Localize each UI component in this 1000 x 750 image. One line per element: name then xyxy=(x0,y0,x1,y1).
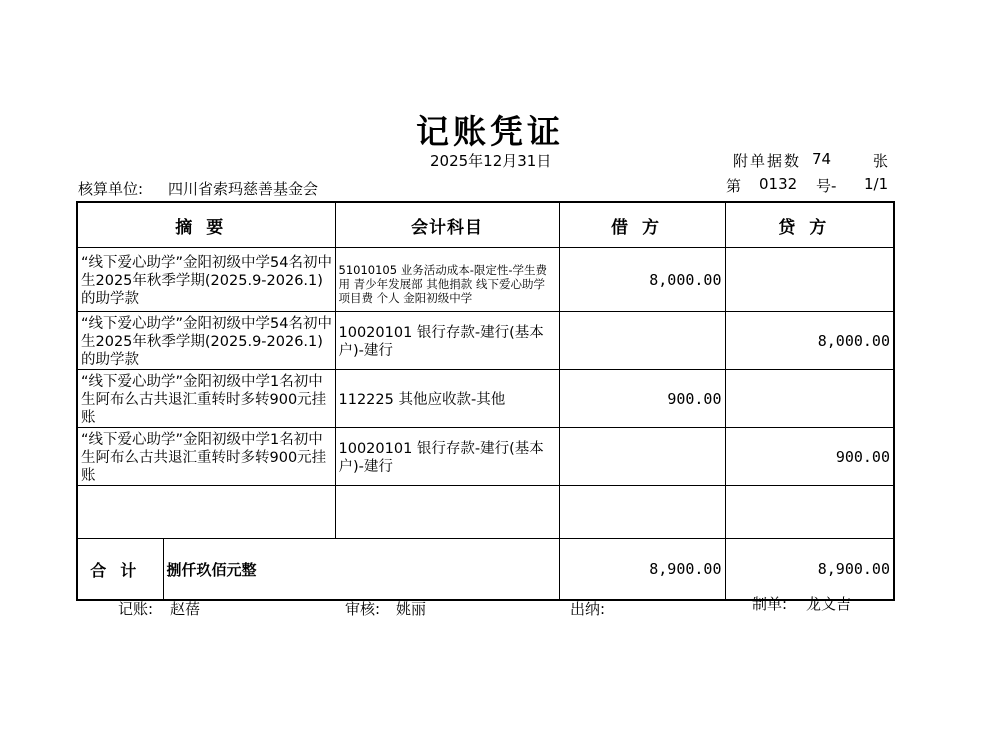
row-summary: “线下爱心助学”金阳初级中学54名初中生2025年秋季学期(2025.9-2026.1)的助学款 xyxy=(77,248,335,312)
row-debit xyxy=(559,312,725,370)
total-row xyxy=(77,539,894,601)
accounting-unit-label: 核算单位: xyxy=(78,180,144,198)
bookkeeper-label: 记账: xyxy=(118,600,154,618)
row-account: 51010105 业务活动成本-限定性-学生费用 青少年发展部 其他捐款 线下爱心助学 项目费 个人 金阳初级中学 xyxy=(335,248,559,312)
total-credit: 8,900.00 xyxy=(725,539,894,601)
table-row xyxy=(77,370,894,428)
row-debit xyxy=(559,428,725,486)
maker-label: 制单: xyxy=(752,595,788,613)
voucher-date: 2025年12月31日 xyxy=(430,152,552,170)
bookkeeper-name: 赵蓓 xyxy=(170,600,201,618)
total-amount-in-words: 捌仟玖佰元整 xyxy=(163,539,559,601)
reviewer-label: 审核: xyxy=(345,600,381,618)
header-summary: 摘要 xyxy=(77,202,335,248)
header-credit: 贷方 xyxy=(725,202,894,248)
voucher-table xyxy=(76,201,895,601)
page-indicator: 1/1 xyxy=(864,175,889,193)
table-row xyxy=(77,312,894,370)
accounting-unit-name: 四川省索玛慈善基金会 xyxy=(168,180,319,198)
table-header-row xyxy=(77,202,894,248)
reviewer-name: 姚丽 xyxy=(396,600,427,618)
row-credit: 8,000.00 xyxy=(725,312,894,370)
empty-cell xyxy=(77,486,335,539)
table-row-empty xyxy=(77,486,894,539)
attachments-count: 74 xyxy=(812,150,832,168)
voucher-number: 0132 xyxy=(759,175,798,193)
row-summary: “线下爱心助学”金阳初级中学54名初中生2025年秋季学期(2025.9-2026.1)的助学款 xyxy=(77,312,335,370)
row-summary: “线下爱心助学”金阳初级中学1名初中生阿布么古共退汇重转时多转900元挂账 xyxy=(77,370,335,428)
row-account: 112225 其他应收款-其他 xyxy=(335,370,559,428)
row-credit xyxy=(725,370,894,428)
maker-name: 龙文吉 xyxy=(806,595,852,613)
row-account: 10020101 银行存款-建行(基本户)-建行 xyxy=(335,428,559,486)
total-debit: 8,900.00 xyxy=(559,539,725,601)
table-row xyxy=(77,428,894,486)
row-credit: 900.00 xyxy=(725,428,894,486)
table-row xyxy=(77,248,894,312)
empty-cell xyxy=(335,486,559,539)
empty-cell xyxy=(725,486,894,539)
attachments-unit: 张 xyxy=(873,152,889,170)
voucher-title: 记账凭证 xyxy=(416,112,564,151)
row-summary: “线下爱心助学”金阳初级中学1名初中生阿布么古共退汇重转时多转900元挂账 xyxy=(77,428,335,486)
header-account: 会计科目 xyxy=(335,202,559,248)
row-debit: 8,000.00 xyxy=(559,248,725,312)
voucher-number-prefix: 第 xyxy=(726,177,742,195)
cashier-label: 出纳: xyxy=(570,600,606,618)
voucher-number-suffix: 号- xyxy=(816,177,837,195)
row-credit xyxy=(725,248,894,312)
empty-cell xyxy=(559,486,725,539)
row-account: 10020101 银行存款-建行(基本户)-建行 xyxy=(335,312,559,370)
attachments-label: 附单据数 xyxy=(733,152,802,170)
total-label: 合计 xyxy=(77,539,163,601)
row-debit: 900.00 xyxy=(559,370,725,428)
header-debit: 借方 xyxy=(559,202,725,248)
